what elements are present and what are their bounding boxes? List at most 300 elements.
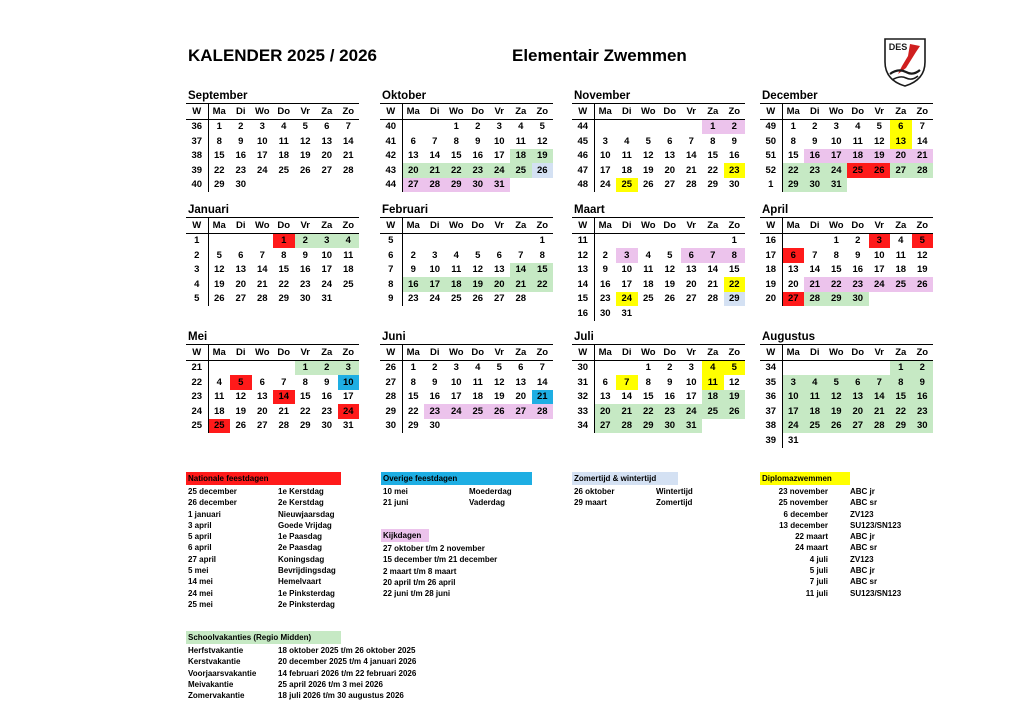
weekday-header: Vr [681,345,703,361]
day-cell [295,178,317,193]
day-cell: 14 [809,264,821,276]
legend-row [381,497,561,508]
day-cell: 26 [724,404,746,419]
day-cell: 29 [213,179,225,191]
week-number-header: W [380,218,402,234]
day-cell: 1 [645,362,651,374]
month-name: September [188,90,248,102]
week-row [760,360,933,375]
day-cell: 5 [876,121,882,133]
day-cell: 20 [594,404,616,419]
legend-row [760,520,940,531]
weekday-header: Za [702,104,724,120]
month-name: Juli [574,331,594,343]
month-table [760,344,933,448]
weekday-header: Vr [489,345,511,361]
legend-row [186,599,366,610]
legend-date: 6 april [188,543,212,553]
weekday-header: Di [424,218,446,234]
day-cell: 4 [281,121,287,133]
day-cell: 25 [804,419,826,434]
day-cell: 24 [782,419,804,434]
day-cell: 9 [602,264,608,276]
month-block [380,203,552,306]
legend-date: 5 juli [809,566,828,576]
day-cell: 10 [321,249,333,261]
day-cell: 7 [812,249,818,261]
day-cell: 16 [299,264,311,276]
day-cell: 24 [681,404,703,419]
weekday-header-row [186,345,359,361]
week-row [572,163,745,178]
legend-row [186,520,366,531]
week-row [572,178,745,193]
week-number: 6 [380,248,402,263]
day-cell: 8 [281,249,287,261]
day-cell [208,360,230,375]
week-row [760,233,933,248]
day-cell: 15 [278,264,290,276]
day-cell: 11 [214,391,225,403]
legend-row [760,576,940,587]
legend-date: 26 oktober [574,487,615,496]
day-cell: 17 [782,404,804,419]
day-cell: 19 [869,149,891,164]
week-row [572,119,745,134]
club-logo [882,36,928,88]
day-cell: 12 [873,135,885,147]
day-cell: 23 [299,278,311,290]
day-cell: 13 [515,376,527,388]
week-number: 42 [380,149,402,164]
week-number: 46 [572,149,594,164]
week-row [380,119,553,134]
legend-date: 4 juli [809,554,828,564]
weekday-header: Di [230,345,252,361]
month-name: December [762,90,818,102]
day-cell: 9 [667,376,673,388]
day-cell: 22 [782,163,804,178]
day-cell: 16 [472,150,484,162]
day-cell: 23 [321,405,333,417]
legend-vakantie [186,631,446,701]
day-cell: 21 [869,404,891,419]
day-cell: 16 [664,391,676,403]
day-cell: 22 [724,277,746,292]
day-cell: 11 [852,135,863,147]
legend-label: Bevrijdingsdag [278,566,336,576]
day-cell: 1 [539,235,545,247]
month-block [760,203,932,306]
weekday-header: Za [510,104,532,120]
legend-date: 10 mei [383,487,408,496]
day-cell: 5 [724,360,746,375]
legend-label: 25 april 2026 t/m 3 mei 2026 [278,679,383,689]
legend-date: 1 januari [188,509,221,519]
day-cell: 2 [912,360,934,375]
day-cell: 17 [493,150,505,162]
day-cell [804,433,826,448]
week-number: 37 [186,134,208,149]
weekday-header: Ma [208,218,230,234]
day-cell: 2 [475,121,481,133]
weekday-header: Zo [724,218,746,234]
day-cell: 25 [342,278,354,290]
day-cell: 1 [731,235,737,247]
week-row [380,404,553,419]
weekday-header: Zo [912,218,934,234]
day-cell [702,419,724,434]
day-cell: 22 [407,405,419,417]
week-row [186,292,359,307]
day-cell: 10 [338,375,360,390]
day-cell: 22 [446,163,468,178]
week-number-header: W [760,218,782,234]
week-row [186,163,359,178]
day-cell: 4 [804,375,826,390]
weekday-header: Za [702,218,724,234]
day-cell [532,178,554,193]
day-cell: 27 [235,293,247,305]
day-cell [912,433,934,448]
legend-date: Herfstvakantie [188,646,244,655]
legend-diploma [760,472,940,599]
legend-label: 1e Paasdag [278,532,323,542]
legend-row [381,588,561,599]
week-number: 36 [760,390,782,405]
day-cell: 10 [599,150,611,162]
day-cell: 3 [616,248,638,263]
day-cell: 22 [532,277,554,292]
weekday-header: Do [847,218,869,234]
week-number: 38 [760,419,782,434]
day-cell [532,419,554,434]
weekday-header: Wo [638,345,660,361]
month-block [572,203,744,321]
day-cell: 3 [496,121,502,133]
week-number: 43 [380,163,402,178]
day-cell: 29 [278,293,290,305]
day-cell: 12 [213,264,225,276]
legend-date: 13 december [779,520,828,530]
week-row [760,277,933,292]
day-cell: 14 [342,135,354,147]
week-number: 34 [572,419,594,434]
day-cell: 25 [510,163,532,178]
day-cell: 13 [256,391,268,403]
day-cell: 15 [890,390,912,405]
day-cell: 10 [685,376,697,388]
week-number: 39 [760,433,782,448]
day-cell: 17 [424,277,446,292]
day-cell: 27 [890,163,912,178]
day-cell: 7 [702,248,724,263]
day-cell: 12 [642,150,654,162]
legend-label: 18 juli 2026 t/m 30 augustus 2026 [278,691,404,701]
legend-date: Zomervakantie [188,691,245,701]
legend-label: ABC jr [850,532,875,542]
day-cell: 29 [724,292,746,307]
day-cell: 17 [873,264,885,276]
weekday-header: Di [804,218,826,234]
weekday-header: Zo [338,345,360,361]
weekday-header-row [760,345,933,361]
day-cell: 3 [869,233,891,248]
week-row [380,149,553,164]
week-number: 30 [380,419,402,434]
weekday-header: Vr [869,104,891,120]
week-number: 48 [572,178,594,193]
day-cell: 7 [616,375,638,390]
day-cell [594,360,616,375]
day-cell: 19 [235,405,247,417]
weekday-header: Di [424,345,446,361]
day-cell: 9 [731,135,737,147]
weekday-header: Wo [252,104,274,120]
day-cell: 29 [782,178,804,193]
week-row [572,292,745,307]
weekday-header: Do [659,104,681,120]
weekday-header: Vr [295,218,317,234]
day-cell: 5 [475,249,481,261]
legend-date: 23 november [778,487,828,496]
week-row [572,263,745,278]
day-cell [638,119,660,134]
day-cell: 28 [707,293,719,305]
day-cell: 19 [664,278,676,290]
weekday-header: Ma [594,345,616,361]
day-cell [847,360,869,375]
day-cell: 17 [621,278,633,290]
day-cell: 22 [299,405,311,417]
legend-date: 24 maart [795,543,828,553]
day-cell: 27 [402,178,424,193]
weekday-header-row [572,345,745,361]
day-cell: 1 [410,362,416,374]
weekday-header: Zo [338,218,360,234]
week-row [380,375,553,390]
day-cell: 15 [787,150,799,162]
weekday-header: Di [804,104,826,120]
day-cell: 2 [410,249,416,261]
day-cell: 29 [299,420,311,432]
week-row [186,178,359,193]
day-cell: 7 [345,121,351,133]
day-cell: 5 [912,233,934,248]
day-cell: 1 [216,121,222,133]
month-table [572,344,745,433]
legend-label: 20 december 2025 t/m 4 januari 2026 [278,657,417,667]
weekday-header: Di [616,218,638,234]
week-number: 37 [760,404,782,419]
day-cell [616,360,638,375]
week-row [380,233,553,248]
day-cell: 25 [278,164,290,176]
month-table [760,217,933,306]
weekday-header: Zo [532,104,554,120]
day-cell: 28 [685,179,697,191]
legend-date: 24 mei [188,588,213,598]
day-cell: 6 [782,248,804,263]
day-cell: 21 [256,278,268,290]
day-cell: 21 [424,163,446,178]
day-cell [869,178,891,193]
month-table [572,103,745,192]
day-cell: 2 [724,119,746,134]
week-number: 41 [380,134,402,149]
day-cell: 14 [707,264,719,276]
month-name: April [762,204,789,216]
day-cell [638,233,660,248]
day-cell: 18 [702,390,724,405]
week-number: 8 [380,277,402,292]
week-number: 32 [572,390,594,405]
day-cell: 27 [321,164,333,176]
day-cell [446,419,468,434]
legend-row [186,554,366,565]
week-number: 27 [380,375,402,390]
day-cell: 13 [493,264,505,276]
day-cell: 19 [299,150,311,162]
logo-text: DES [888,42,908,52]
day-cell: 18 [847,149,869,164]
legend-nationaal [186,472,366,610]
day-cell: 5 [302,121,308,133]
day-cell [638,306,660,321]
day-cell [402,119,424,134]
weekday-header: Do [273,218,295,234]
weekday-header: Vr [869,345,891,361]
legend-title: Diplomazwemmen [760,472,850,485]
weekday-header-row [380,104,553,120]
week-number: 14 [572,277,594,292]
day-cell: 19 [916,264,928,276]
day-cell: 15 [407,391,419,403]
month-block [572,330,744,433]
day-cell: 14 [256,264,268,276]
day-cell: 25 [890,277,912,292]
day-cell: 3 [316,233,338,248]
week-number: 28 [380,390,402,405]
legend-row [760,509,940,520]
day-cell: 8 [453,135,459,147]
weekday-header-row [572,104,745,120]
day-cell: 30 [429,420,441,432]
day-cell: 3 [432,249,438,261]
legend-row [186,565,366,576]
day-cell: 15 [532,263,554,278]
weekday-header: Do [273,345,295,361]
day-cell: 21 [342,150,354,162]
legend-row [572,486,752,497]
day-cell [702,233,724,248]
day-cell: 17 [342,391,354,403]
legend-title: Zomertijd & wintertijd [572,472,678,485]
day-cell: 26 [826,419,848,434]
day-cell: 30 [728,179,740,191]
day-cell: 4 [645,249,651,261]
day-cell [424,119,446,134]
day-cell: 14 [429,150,441,162]
day-cell: 4 [338,233,360,248]
legend-label: ABC sr [850,577,878,587]
day-cell: 17 [450,391,462,403]
day-cell [890,178,912,193]
day-cell: 11 [451,264,462,276]
week-number: 47 [572,163,594,178]
week-row [572,390,745,405]
day-cell: 30 [235,179,247,191]
day-cell [890,292,912,307]
week-number: 22 [186,375,208,390]
weekday-header: Zo [532,218,554,234]
day-cell [659,233,681,248]
day-cell: 18 [342,264,354,276]
day-cell: 23 [467,163,489,178]
week-number: 30 [572,360,594,375]
day-cell [338,292,360,307]
week-number: 3 [186,263,208,278]
day-cell: 24 [446,404,468,419]
weekday-header-row [186,218,359,234]
day-cell: 11 [515,135,526,147]
day-cell: 30 [299,293,311,305]
week-number: 29 [380,404,402,419]
day-cell: 2 [238,121,244,133]
day-cell: 16 [912,390,934,405]
day-cell: 7 [688,135,694,147]
day-cell: 19 [532,149,554,164]
day-cell: 4 [475,362,481,374]
day-cell [847,433,869,448]
legend-date: 3 april [188,520,212,530]
weekday-header-row [380,345,553,361]
week-row [380,134,553,149]
weekday-header: Vr [489,104,511,120]
week-row [760,375,933,390]
day-cell: 24 [338,404,360,419]
legend-row [186,497,366,508]
day-cell: 15 [642,391,654,403]
day-cell: 26 [299,164,311,176]
day-cell: 2 [602,249,608,261]
day-cell: 1 [833,235,839,247]
legend-row [760,588,940,599]
weekday-header: Do [847,345,869,361]
day-cell: 20 [664,164,676,176]
day-cell [869,360,891,375]
day-cell [912,178,934,193]
month-block [186,203,358,306]
day-cell: 18 [278,150,290,162]
weekday-header: Do [273,104,295,120]
day-cell: 28 [869,419,891,434]
week-row [572,233,745,248]
day-cell: 21 [685,164,697,176]
legend-row [760,554,940,565]
legend-title: Overige feestdagen [381,472,532,485]
legend-label: Hemelvaart [278,577,322,587]
day-cell: 21 [912,149,934,164]
day-cell: 25 [642,293,654,305]
month-table [186,217,359,306]
weekday-header-row [760,104,933,120]
day-cell: 20 [321,150,333,162]
day-cell: 22 [278,278,290,290]
day-cell: 24 [429,293,441,305]
day-cell: 28 [256,293,268,305]
day-cell: 12 [493,376,505,388]
